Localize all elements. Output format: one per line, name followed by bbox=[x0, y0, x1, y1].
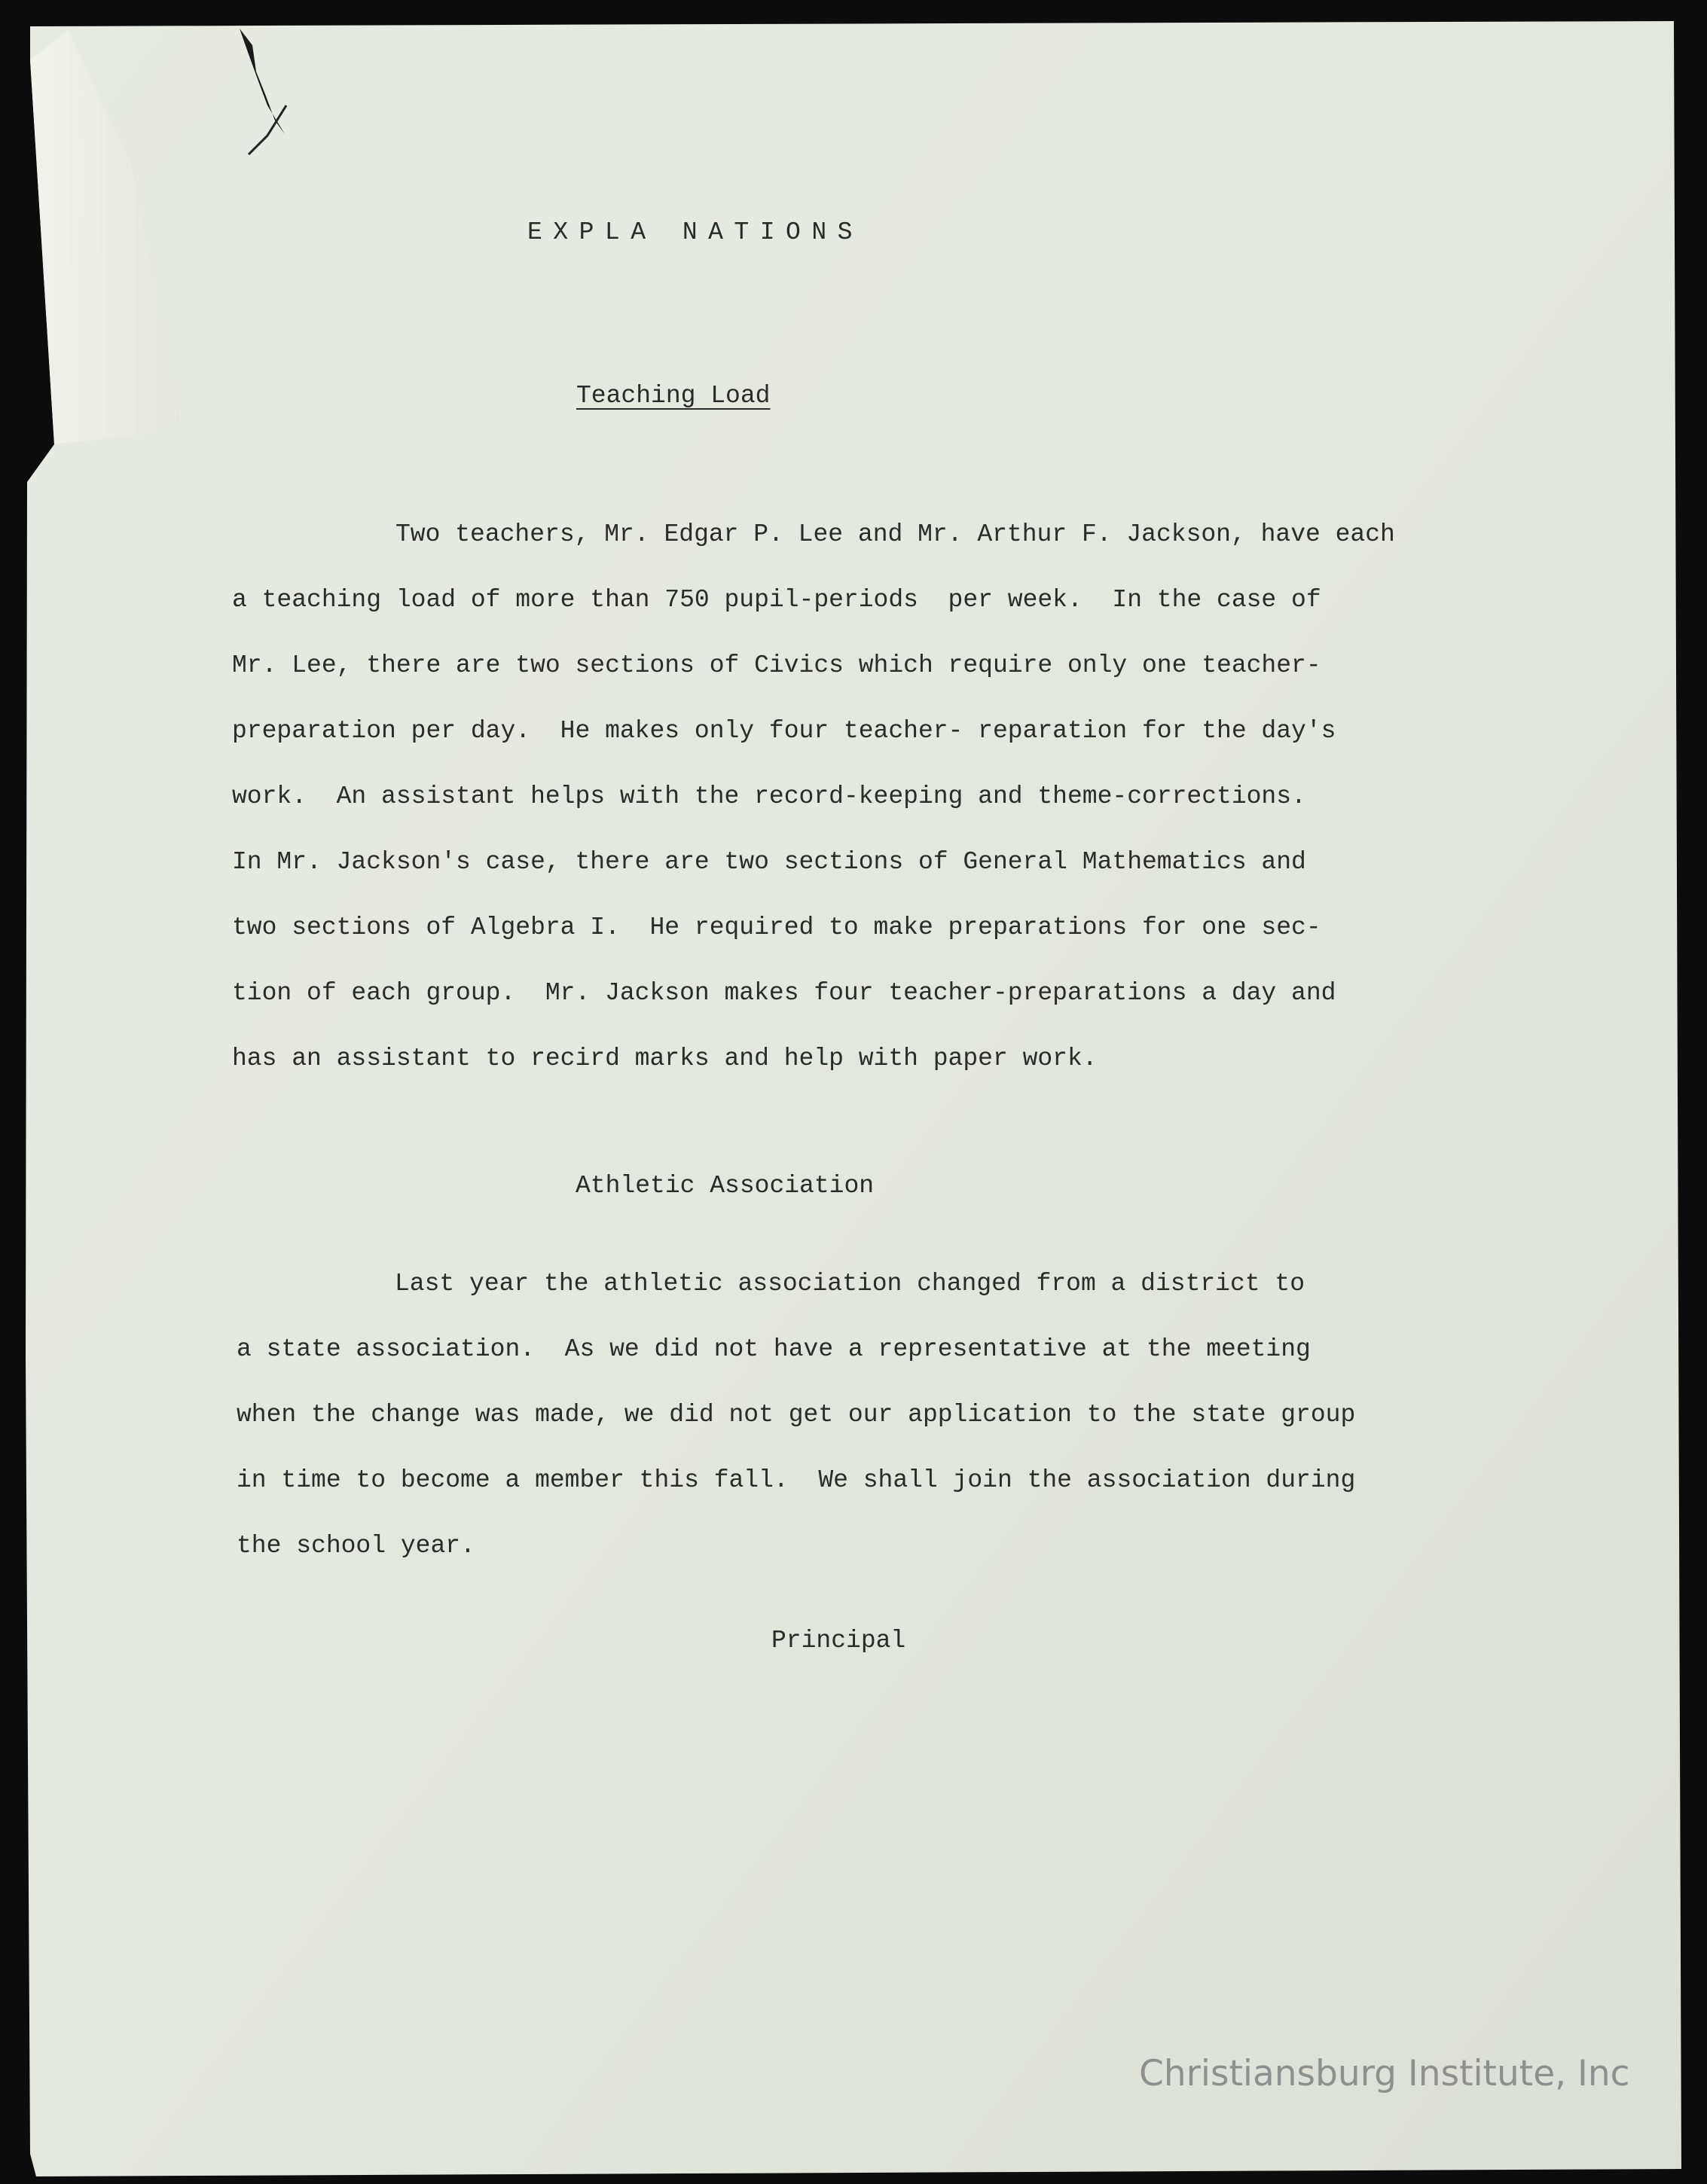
paragraph-athletic-association bbox=[237, 1251, 1355, 1579]
paragraph-line: Mr. Lee, there are two sections of Civics which require only one teacher- bbox=[232, 651, 1321, 679]
paragraph-line: Two teachers, Mr. Edgar P. Lee and Mr. Arthur F. Jackson, have each bbox=[395, 520, 1395, 548]
paper-body bbox=[26, 21, 1681, 2176]
paragraph-line: preparation per day. He makes only four teacher- reparation for the day's bbox=[232, 717, 1336, 745]
document-title: EXPLA NATIONS bbox=[527, 218, 863, 246]
paragraph-line: a state association. As we did not have a representative at the meeting bbox=[237, 1335, 1311, 1363]
section-heading-athletic-association: Athletic Association bbox=[576, 1172, 875, 1200]
paragraph-line: Last year the athletic association changed from a district to bbox=[395, 1270, 1305, 1298]
paragraph-line: tion of each group. Mr. Jackson makes four teacher-preparations a day and bbox=[232, 979, 1336, 1007]
paragraph-line: in time to become a member this fall. We shall join the association during bbox=[237, 1466, 1356, 1494]
paragraph-teaching-load bbox=[232, 502, 1395, 1091]
watermark-text: Christiansburg Institute, Inc bbox=[1139, 2053, 1630, 2094]
paragraph-line: In Mr. Jackson's case, there are two sections of General Mathematics and bbox=[232, 848, 1306, 876]
paragraph-line: work. An assistant helps with the record-keeping and theme-corrections. bbox=[232, 782, 1306, 810]
signature-principal: Principal bbox=[771, 1627, 906, 1655]
paragraph-line: a teaching load of more than 750 pupil-periods per week. In the case of bbox=[232, 586, 1321, 614]
paragraph-line: has an assistant to recird marks and help with paper work. bbox=[232, 1045, 1098, 1072]
paragraph-line: the school year. bbox=[237, 1532, 475, 1560]
paragraph-line: two sections of Algebra I. He required to make preparations for one sec- bbox=[232, 914, 1321, 941]
section-heading-teaching-load: Teaching Load bbox=[576, 382, 771, 410]
paragraph-line: when the change was made, we did not get our application to the state group bbox=[237, 1401, 1356, 1429]
